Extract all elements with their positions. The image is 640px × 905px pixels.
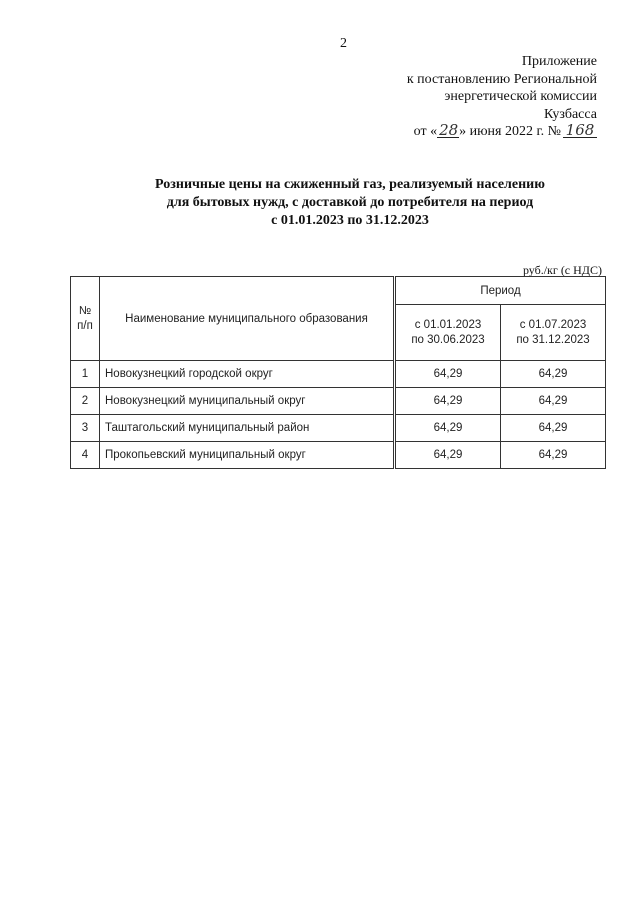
- document-title: [70, 176, 630, 230]
- header-num: № п/п: [71, 277, 100, 361]
- table-row: [71, 415, 606, 442]
- appendix-date-line: [407, 123, 597, 141]
- date-middle: » июня 2022 г. №: [459, 124, 561, 139]
- appendix-line-4: Кузбасса: [544, 106, 597, 122]
- appendix-header: [407, 53, 597, 141]
- header-period: Период: [395, 277, 606, 305]
- row-num: 2: [71, 388, 100, 415]
- title-line-3: с 01.01.2023 по 31.12.2023: [271, 213, 429, 228]
- header-period-1: с 01.01.2023 по 30.06.2023: [395, 305, 501, 361]
- row-name: Прокопьевский муниципальный округ: [100, 442, 395, 469]
- table-row: [71, 388, 606, 415]
- row-num: 4: [71, 442, 100, 469]
- row-value-period-2: 64,29: [501, 415, 606, 442]
- table-row: [71, 361, 606, 388]
- date-prefix: от «: [413, 124, 438, 139]
- row-name: Новокузнецкий муниципальный округ: [100, 388, 395, 415]
- row-value-period-2: 64,29: [501, 442, 606, 469]
- title-line-1: Розничные цены на сжиженный газ, реализуемый населению: [155, 177, 545, 192]
- row-name: Таштагольский муниципальный район: [100, 415, 395, 442]
- row-value-period-2: 64,29: [501, 361, 606, 388]
- row-num: 1: [71, 361, 100, 388]
- page-number: 2: [340, 36, 347, 51]
- appendix-line-3: энергетической комиссии: [444, 89, 597, 104]
- row-value-period-2: 64,29: [501, 388, 606, 415]
- row-value-period-1: 64,29: [395, 388, 501, 415]
- appendix-line-2: к постановлению Региональной: [406, 71, 597, 87]
- price-table: [70, 276, 606, 469]
- row-value-period-1: 64,29: [395, 361, 501, 388]
- units-label: руб./кг (с НДС): [522, 263, 602, 277]
- table-row: [71, 442, 606, 469]
- title-line-2: для бытовых нужд, с доставкой до потребителя на период: [166, 195, 534, 210]
- handwritten-doc-number: 168: [563, 124, 597, 138]
- header-period-2: с 01.07.2023 по 31.12.2023: [501, 305, 606, 361]
- row-value-period-1: 64,29: [395, 442, 501, 469]
- appendix-line-1: Приложение: [521, 54, 597, 69]
- row-value-period-1: 64,29: [395, 415, 501, 442]
- row-num: 3: [71, 415, 100, 442]
- row-name: Новокузнецкий городской округ: [100, 361, 395, 388]
- handwritten-day: 28: [439, 121, 459, 139]
- header-name: Наименование муниципального образования: [100, 277, 395, 361]
